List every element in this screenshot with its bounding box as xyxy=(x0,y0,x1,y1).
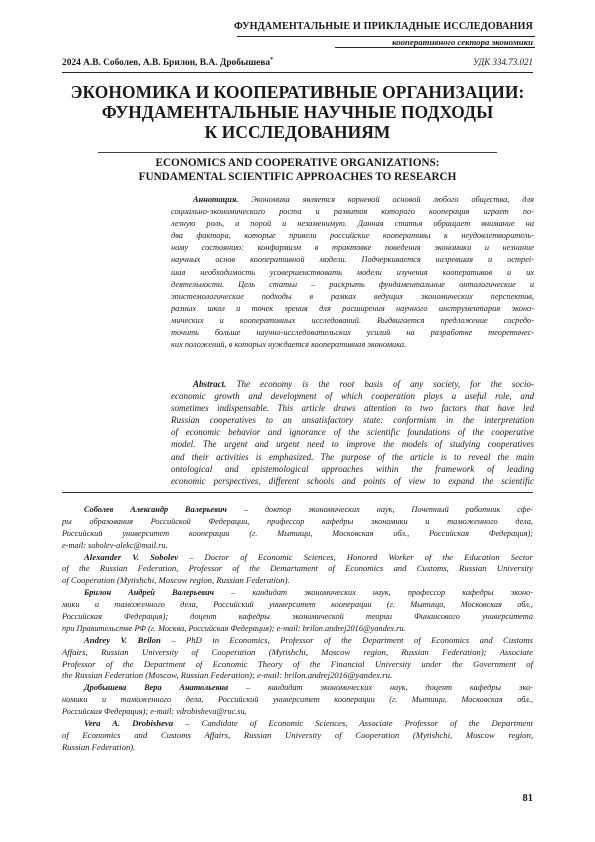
author-line: Брилон Андрей Валерьевич – кандидат экономических наук, профессор кафедры эконо- xyxy=(84,588,533,598)
text-line: разных школ и точек зрения для расширения научного инструментария эконо- xyxy=(171,303,534,313)
abstract-ru xyxy=(171,194,534,351)
udk-code: УДК 334.73.021 xyxy=(472,57,533,67)
author-line: Affairs, Russian University of Cooperation (Mytishchi, Moscow region, Russian Federation); Associate xyxy=(62,646,533,657)
author-line: of the Russian Federation, Professor of the Demartament of Economics and Customs, Russian University xyxy=(62,563,533,574)
page-number: 81 xyxy=(522,793,533,804)
title-divider xyxy=(98,152,497,153)
author-line: Andrey V. Brilon – PhD in Economics, Professor of the Department of Economics and Customs xyxy=(84,634,533,645)
text-line: ному состоянию: конформизм в трактовке поведения экономики и незнание xyxy=(171,243,534,253)
text-line: научных основ кооперативной модели. Подчеркивается назревшая и остреi- xyxy=(171,255,534,265)
journal-subtitle: кооперативного сектора экономики xyxy=(392,37,533,47)
abstract-en xyxy=(171,378,534,487)
abstract-ru-label: Аннотация. xyxy=(193,195,239,204)
author-line: номики и таможенного дела, Российский университет кооперации (г. Мытищи, Московская обл., xyxy=(62,695,533,705)
title-ru-line: К ИССЛЕДОВАНИЯМ xyxy=(204,122,391,142)
author-line: of Economics and Customs Affairs, Russian University of Cooperation (Mytishchi, Moscow region, xyxy=(62,729,533,740)
author-line: of Cooperation (Mytishchi, Moscow region, Russian Federation). xyxy=(62,575,290,586)
text-line: деятельности. Цель статьи – раскрыть фундаментальные онтологические и xyxy=(171,279,534,289)
header-subrule xyxy=(335,47,535,48)
author-line: Professor of the Department of Economic Theory of the Financial University under the Government of xyxy=(62,658,533,669)
author-name: Брилон Андрей Валерьевич xyxy=(84,588,214,598)
author-info xyxy=(62,504,533,754)
footnote-asterisk: * xyxy=(270,57,274,63)
title-ru-line: ФУНДАМЕНТАЛЬНЫЕ НАУЧНЫЕ ПОДХОДЫ xyxy=(101,102,494,122)
author-line: при Правительстве РФ (г. Москва, Российская Федерация); e-mail: brilon.andrej2016@yandex.ru. xyxy=(62,623,406,633)
author-line: мики и таможенного дела, Российский университет кооперации (г. Мытищи, Московская обл., xyxy=(62,600,533,610)
article-title-en xyxy=(62,157,533,184)
author-line: the Russian Federation (Moscow, Russian Federation); e-mail: brilon.andrej2016@yandex.ru. xyxy=(62,670,393,681)
text-line: economic growth and development of which cooperation plays a useful role, and xyxy=(171,391,534,402)
text-line: эпистемологические подходы в рамках ведущих экономических перспектив, xyxy=(171,291,534,301)
text-line: sometimes indispensable. This article draws attention to two factors that have led xyxy=(171,403,534,414)
text-line: Аннотация. Экономика является корневой основой любого общества, для xyxy=(193,195,534,204)
author-line: ры образования Российской Федерации, профессор кафедры экономики и таможенного дела, xyxy=(62,516,533,526)
title-ru-line: ЭКОНОМИКА И КООПЕРАТИВНЫЕ ОРГАНИЗАЦИИ: xyxy=(70,82,525,102)
text-line: мических и кооперативных исследований. Выдвигается предложение сосредо- xyxy=(171,315,534,325)
text-line: model. The urgent and urgent need to improve the models of studying cooperatives xyxy=(171,439,534,450)
author-line: Российский университет кооперации (г. Мытищи, Московская обл., Российская Федерация); xyxy=(62,528,533,538)
text-line: точить больше научно-исследовательских усилий на разработке теоретичес- xyxy=(171,328,534,338)
author-name: Andrey V. Brilon xyxy=(84,634,161,645)
text-line: and their activities is emphasized. The purpose of the article is to reveal the main xyxy=(171,451,534,462)
text-line: ontological and epistemological approaches within the framework of leading xyxy=(171,463,534,474)
article-title-ru xyxy=(62,82,533,142)
author-line: Соболев Александр Валерьевич – доктор экономических наук, Почетный работник сфе- xyxy=(84,505,533,514)
author-name: Alexander V. Sobolev xyxy=(84,551,179,562)
abstract-en-label: Abstract. xyxy=(193,379,227,389)
authors-divider xyxy=(62,492,533,493)
author-line: Российская Федерация); доцент кафедры экономической теории Финансового университета xyxy=(62,612,533,622)
text-line: Abstract. The economy is the root basis of any society, for the socio- xyxy=(193,379,534,389)
copyright-authors: 2024 А.В. Соболев, А.В. Брилон, В.А. Дробышева* xyxy=(62,57,274,69)
text-line: социально-экономического роста и развития которого кооперация играет по- xyxy=(171,207,534,217)
text-line: ких положений, в которых нуждается кооперативная экономика. xyxy=(171,340,407,350)
title-en-line: ECONOMICS AND COOPERATIVE ORGANIZATIONS: xyxy=(155,157,440,169)
author-name: Дробышева Вера Анатольевна xyxy=(84,683,229,693)
text-line: economic perspectives, different schools and points of view to expand the scientific xyxy=(171,475,534,486)
author-line: Alexander V. Sobolev – Doctor of Economic Sciences, Honored Worker of the Education Sector xyxy=(84,551,533,562)
text-line: of economic behavior and ignorance of the scientific foundations of the cooperative xyxy=(171,427,534,438)
text-line: Russian cooperatives to an unsatisfactory state: conformism in the interpretation xyxy=(171,415,534,426)
title-en-line: FUNDAMENTAL SCIENTIFIC APPROACHES TO RESEARCH xyxy=(138,170,457,183)
journal-title: ФУНДАМЕНТАЛЬНЫЕ И ПРИКЛАДНЫЕ ИССЛЕДОВАНИЯ xyxy=(234,21,533,32)
meta-line xyxy=(62,57,533,71)
author-line: Vera A. Drobisheva – Candidate of Economic Sciences, Associate Professor of the Department xyxy=(84,718,533,729)
text-line: два фактора, которые привели российские кооперативы к неудовлетворитель- xyxy=(171,231,534,241)
author-line: Российская Федерация); e-mail: vdrobisheva@ruc.su. xyxy=(62,707,247,717)
author-line: Russian Federation). xyxy=(62,741,136,752)
author-line: e-mail: sobolev-alekc@mail.ru. xyxy=(62,540,168,550)
author-line: Дробышева Вера Анатольевна – кандидат экономических наук, доцент кафедры эко- xyxy=(84,683,533,693)
text-line: шая необходимость усовершенствовать модели изучения кооперативов и их xyxy=(171,267,534,277)
text-line: лезную роль, а порой и незаменимую. Данная статья обращает внимание на xyxy=(171,219,534,229)
meta-rule xyxy=(62,72,533,73)
author-name: Vera A. Drobisheva xyxy=(84,718,174,729)
author-name: Соболев Александр Валерьевич xyxy=(84,505,227,514)
